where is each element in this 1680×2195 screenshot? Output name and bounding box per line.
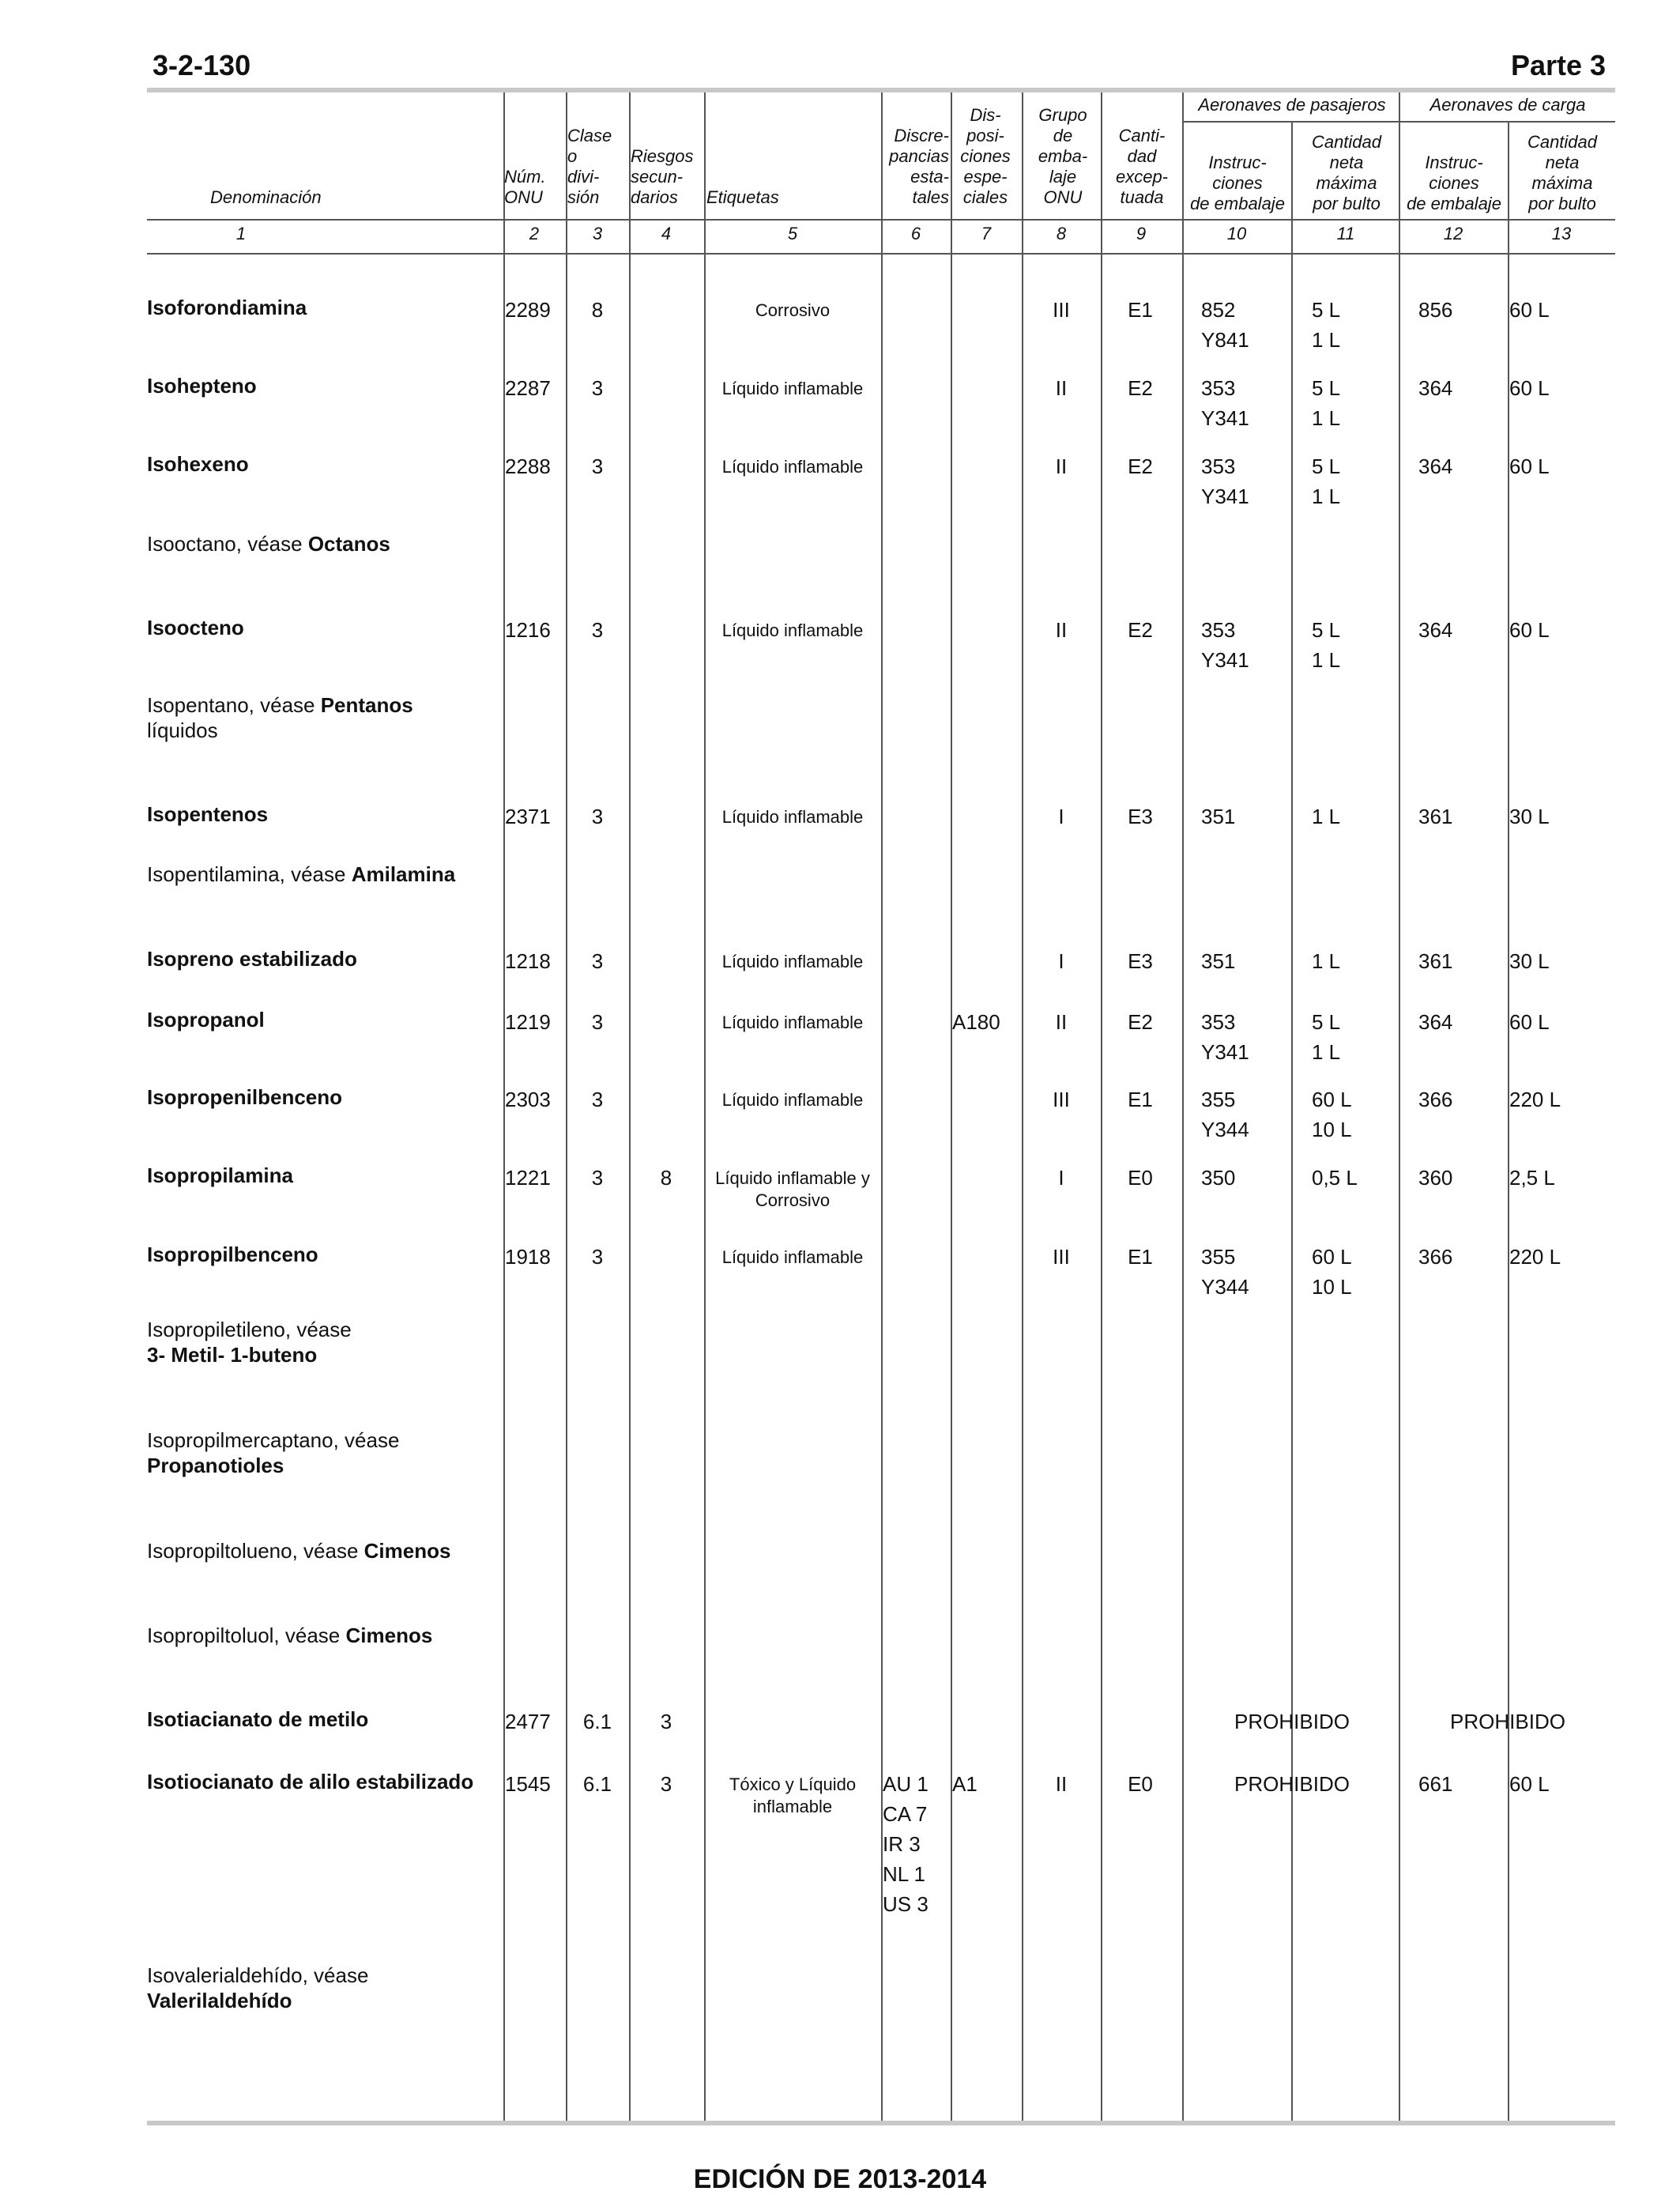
row-cell-p_in: 353 Y341 xyxy=(1201,1010,1249,1064)
header-cargo-instructions: Instruc- ciones de embalaje xyxy=(1407,153,1501,213)
row-cell-c_q: 60 L xyxy=(1509,298,1550,322)
row-cell-c_q: 2,5 L xyxy=(1509,1166,1555,1190)
row-cell-sp: A1 xyxy=(952,1772,977,1796)
row-cell-cls: 3 xyxy=(591,949,604,973)
column-number: 4 xyxy=(661,224,672,243)
row-cell-c_in: 361 xyxy=(1418,949,1453,973)
row-cell-p_in: 351 xyxy=(1201,805,1236,828)
aircraft-group-rule xyxy=(1184,121,1615,123)
row-cell-pg: III xyxy=(1053,1088,1070,1111)
header-subsidiary-risk: Riesgos secun- darios xyxy=(631,146,694,207)
row-cell-un: 1219 xyxy=(505,1010,551,1034)
row-name: Isopentano, véase Pentanos líquidos xyxy=(147,693,413,742)
row-cell-c_q: 60 L xyxy=(1509,618,1550,642)
row-cell-sub: 3 xyxy=(660,1772,672,1796)
row-cell-cls: 3 xyxy=(591,454,604,478)
column-number: 11 xyxy=(1336,224,1355,243)
row-cell-un: 1545 xyxy=(505,1772,551,1796)
row-name: Isoforondiamina xyxy=(147,296,307,319)
row-cell-ex: E0 xyxy=(1128,1166,1153,1190)
row-cell-p_in: 355 Y344 xyxy=(1201,1088,1249,1141)
row-cell-cls: 3 xyxy=(591,618,604,642)
row-cell-un: 2288 xyxy=(505,454,551,478)
row-cell-c_in: 856 xyxy=(1418,298,1453,322)
colnum-bottom-rule xyxy=(147,253,1615,255)
row-cell-c_in: 364 xyxy=(1418,1010,1453,1034)
row-cell-cls: 6.1 xyxy=(582,1710,612,1733)
row-cell-c_q: 60 L xyxy=(1509,376,1550,400)
header-packing-group: Grupo de emba- laje ONU xyxy=(1038,105,1088,207)
row-cargo-prohibited: PROHIBIDO xyxy=(1450,1710,1565,1733)
row-cell-ex: E2 xyxy=(1128,1010,1153,1034)
row-cell-cls: 3 xyxy=(591,805,604,828)
row-cell-cls: 6.1 xyxy=(582,1772,612,1796)
column-line xyxy=(951,92,952,2121)
row-cell-c_in: 366 xyxy=(1418,1088,1453,1111)
column-number: 6 xyxy=(910,224,921,243)
row-cell-sub: 3 xyxy=(660,1710,672,1733)
row-cell-cls: 8 xyxy=(591,298,604,322)
row-cell-lab: Líquido inflamable xyxy=(721,952,864,971)
row-cell-c_in: 661 xyxy=(1418,1772,1453,1796)
row-name: Isopropilmercaptano, véase Propanotioles xyxy=(147,1428,400,1477)
header-class: Clase o divi- sión xyxy=(567,126,612,207)
row-cell-c_q: 220 L xyxy=(1509,1245,1561,1269)
row-cell-p_in: 353 Y341 xyxy=(1201,376,1249,430)
footer-edition: EDICIÓN DE 2013-2014 xyxy=(693,2164,987,2194)
row-name: Isoocteno xyxy=(147,616,244,639)
row-name: Isopropiletileno, véase 3- Metil- 1-buteno xyxy=(147,1318,352,1367)
column-number: 7 xyxy=(981,224,992,243)
row-cell-lab: Líquido inflamable xyxy=(721,620,864,640)
row-cell-p_q: 5 L 1 L xyxy=(1312,1010,1341,1064)
row-name: Isovalerialdehído, véase Valerilaldehído xyxy=(147,1963,369,2012)
column-number: 13 xyxy=(1551,224,1572,243)
row-name: Isopropilbenceno xyxy=(147,1243,318,1266)
row-cell-p_q: 5 L 1 L xyxy=(1312,298,1341,352)
header-excepted-qty: Canti- dad excep- tuada xyxy=(1115,126,1169,207)
row-cell-cls: 3 xyxy=(591,1245,604,1269)
row-cell-pg: II xyxy=(1055,1772,1068,1796)
column-number: 1 xyxy=(235,224,247,243)
column-line xyxy=(1182,92,1184,2121)
header-cargo-aircraft: Aeronaves de carga xyxy=(1430,95,1586,115)
row-cell-ex: E0 xyxy=(1128,1772,1153,1796)
row-cell-cls: 3 xyxy=(591,376,604,400)
row-cell-p_in: 351 xyxy=(1201,949,1236,973)
column-line xyxy=(1399,92,1400,2121)
row-cell-p_q: 5 L 1 L xyxy=(1312,376,1341,430)
row-cell-c_q: 30 L xyxy=(1509,805,1550,828)
row-cell-un: 1221 xyxy=(505,1166,551,1190)
row-cell-pg: III xyxy=(1053,1245,1070,1269)
row-cell-un: 2289 xyxy=(505,298,551,322)
row-cell-p_q: 0,5 L xyxy=(1312,1166,1358,1190)
column-number: 8 xyxy=(1056,224,1067,243)
row-cell-pg: II xyxy=(1055,454,1068,478)
row-cell-p_in: 852 Y841 xyxy=(1201,298,1249,352)
row-cell-p_q: 60 L 10 L xyxy=(1312,1245,1352,1299)
column-line xyxy=(629,92,631,2121)
row-cell-lab: Líquido inflamable xyxy=(721,457,864,477)
header-cargo-quantity: Cantidad neta máxima por bulto xyxy=(1527,132,1598,213)
row-cell-cls: 3 xyxy=(591,1010,604,1034)
row-cell-p_in: 350 xyxy=(1201,1166,1236,1190)
row-cell-p_q: 60 L 10 L xyxy=(1312,1088,1352,1141)
row-cell-un: 2477 xyxy=(505,1710,551,1733)
row-name: Isopropiltolueno, véase Cimenos xyxy=(147,1539,451,1563)
row-cell-ex: E3 xyxy=(1128,949,1153,973)
row-cell-pg: II xyxy=(1055,1010,1068,1034)
column-number: 3 xyxy=(592,224,603,243)
header-state-variations: Discre- pancias esta- tales xyxy=(889,126,949,207)
row-cell-cls: 3 xyxy=(591,1166,604,1190)
header-denominacion: Denominación xyxy=(210,187,322,207)
bottom-rule xyxy=(147,2121,1615,2125)
row-cell-p_q: 1 L xyxy=(1312,805,1341,828)
row-cell-lab: Líquido inflamable xyxy=(721,379,864,398)
header-un-number: Núm. ONU xyxy=(504,167,546,207)
row-cell-c_in: 361 xyxy=(1418,805,1453,828)
row-cell-ex: E3 xyxy=(1128,805,1153,828)
row-cell-p_q: 1 L xyxy=(1312,949,1341,973)
row-cell-un: 2371 xyxy=(505,805,551,828)
row-cell-lab: Corrosivo xyxy=(755,300,831,320)
row-cell-lab: Líquido inflamable y Corrosivo xyxy=(715,1168,870,1210)
row-name: Isotiocianato de alilo estabilizado xyxy=(147,1770,474,1793)
row-cell-c_in: 364 xyxy=(1418,618,1453,642)
row-cell-c_in: 360 xyxy=(1418,1166,1453,1190)
row-cell-c_in: 364 xyxy=(1418,376,1453,400)
row-cell-p_q: 5 L 1 L xyxy=(1312,454,1341,508)
part-label: Parte 3 xyxy=(1511,49,1607,81)
row-cell-cls: 3 xyxy=(591,1088,604,1111)
row-name: Isopentenos xyxy=(147,802,269,826)
row-cell-p_in: 353 Y341 xyxy=(1201,618,1249,672)
row-cell-ex: E2 xyxy=(1128,618,1153,642)
row-cell-lab: Líquido inflamable xyxy=(721,1013,864,1032)
row-cell-p_q: 5 L 1 L xyxy=(1312,618,1341,672)
row-cell-pg: I xyxy=(1058,949,1064,973)
row-cell-sv: AU 1 CA 7 IR 3 NL 1 US 3 xyxy=(883,1772,929,1916)
row-cell-pg: I xyxy=(1058,1166,1064,1190)
row-cell-pg: I xyxy=(1058,805,1064,828)
row-pax-prohibited: PROHIBIDO xyxy=(1234,1710,1350,1733)
row-pax-prohibited: PROHIBIDO xyxy=(1234,1772,1350,1796)
row-name: Isotiacianato de metilo xyxy=(147,1707,369,1731)
row-cell-ex: E1 xyxy=(1128,1088,1153,1111)
row-cell-c_q: 60 L xyxy=(1509,1772,1550,1796)
header-pax-instructions: Instruc- ciones de embalaje xyxy=(1190,153,1285,213)
row-cell-un: 1216 xyxy=(505,618,551,642)
row-cell-ex: E2 xyxy=(1128,376,1153,400)
row-name: Isopropilamina xyxy=(147,1164,293,1187)
row-cell-pg: III xyxy=(1053,298,1070,322)
page-number: 3-2-130 xyxy=(153,49,251,81)
row-name: Isopropanol xyxy=(147,1008,265,1031)
row-cell-c_q: 220 L xyxy=(1509,1088,1561,1111)
row-cell-un: 1918 xyxy=(505,1245,551,1269)
row-cell-c_q: 30 L xyxy=(1509,949,1550,973)
column-number: 10 xyxy=(1226,224,1247,243)
column-number: 12 xyxy=(1443,224,1463,243)
header-labels: Etiquetas xyxy=(706,187,779,207)
row-cell-p_in: 355 Y344 xyxy=(1201,1245,1249,1299)
row-cell-c_q: 60 L xyxy=(1509,1010,1550,1034)
row-name: Isopropiltoluol, véase Cimenos xyxy=(147,1624,433,1647)
row-cell-lab: Tóxico y Líquido inflamable xyxy=(729,1774,857,1816)
header-pax-quantity: Cantidad neta máxima por bulto xyxy=(1311,132,1382,213)
row-name: Isohexeno xyxy=(147,452,249,476)
row-cell-lab: Líquido inflamable xyxy=(721,1090,864,1110)
row-cell-lab: Líquido inflamable xyxy=(721,807,864,827)
row-name: Isohepteno xyxy=(147,374,257,398)
row-cell-p_in: 353 Y341 xyxy=(1201,454,1249,508)
row-cell-ex: E1 xyxy=(1128,1245,1153,1269)
row-cell-pg: II xyxy=(1055,618,1068,642)
column-number: 9 xyxy=(1136,224,1147,243)
row-cell-un: 1218 xyxy=(505,949,551,973)
column-line xyxy=(1508,121,1509,2121)
row-cell-un: 2303 xyxy=(505,1088,551,1111)
header-special-provisions: Dis- posi- ciones espe- ciales xyxy=(960,105,1011,207)
row-cell-ex: E1 xyxy=(1128,298,1153,322)
column-line xyxy=(1291,121,1293,2121)
row-name: Isopreno estabilizado xyxy=(147,947,357,971)
row-cell-c_in: 364 xyxy=(1418,454,1453,478)
row-cell-pg: II xyxy=(1055,376,1068,400)
column-number: 5 xyxy=(787,224,798,243)
row-cell-un: 2287 xyxy=(505,376,551,400)
header-bottom-rule xyxy=(147,219,1615,221)
row-cell-sub: 8 xyxy=(660,1166,672,1190)
row-name: Isopropenilbenceno xyxy=(147,1085,343,1109)
row-cell-lab: Líquido inflamable xyxy=(721,1247,864,1267)
row-cell-sp: A180 xyxy=(952,1010,1000,1034)
row-cell-c_in: 366 xyxy=(1418,1245,1453,1269)
row-cell-ex: E2 xyxy=(1128,454,1153,478)
row-name: Isooctano, véase Octanos xyxy=(147,532,390,556)
header-passenger-aircraft: Aeronaves de pasajeros xyxy=(1198,95,1386,115)
row-cell-c_q: 60 L xyxy=(1509,454,1550,478)
column-number: 2 xyxy=(529,224,540,243)
row-name: Isopentilamina, véase Amilamina xyxy=(147,862,456,886)
